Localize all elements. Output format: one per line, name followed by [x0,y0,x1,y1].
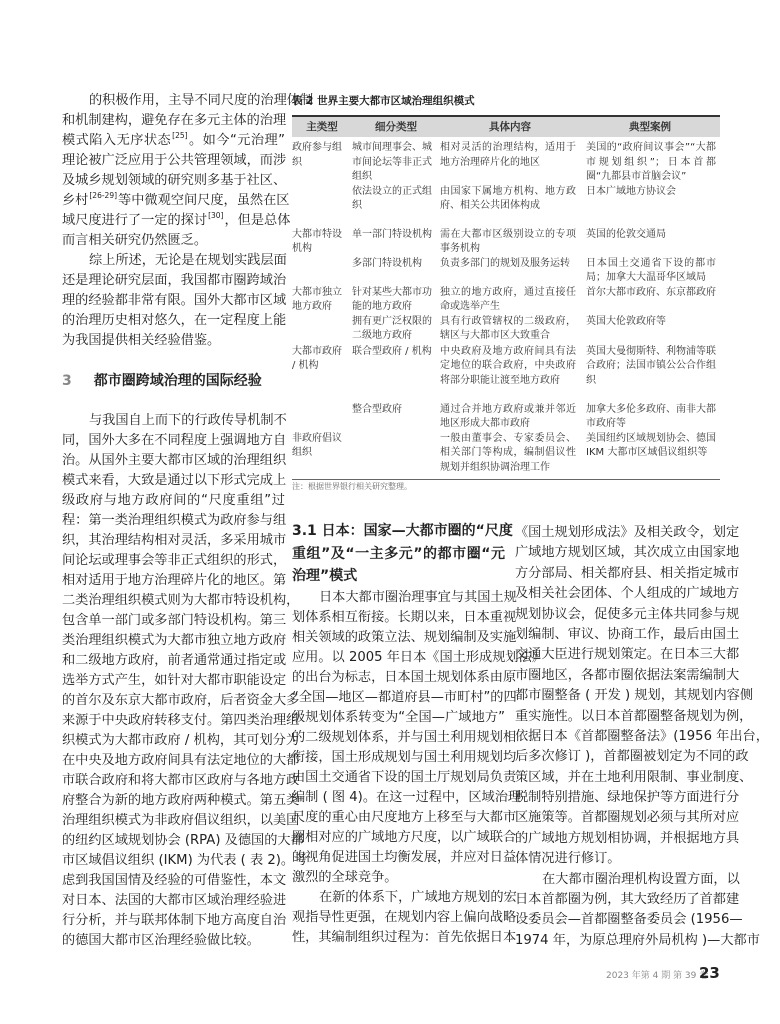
text-line: 治理”模式 [292,568,358,584]
text-line: 府整合为新的地方政府两种模式。第五类 [62,793,300,808]
header-cases: 典型案例 [580,116,720,137]
line-text: 域尺度进行了一定的探讨 [62,213,208,228]
text-line: 应用。以 2005 年日本《国土形成规划法》 [292,649,545,665]
right-text-column [515,523,769,951]
text-line: 的二级规划体系，并与国土利用规划相 [292,729,517,745]
table-header-row [292,116,720,137]
cell-main-type: 大都市独立地方政府 [292,286,342,312]
text-line [62,191,290,211]
text-line: 和机制建构，避免存在多元主体的治理 [62,113,287,128]
text-line: 相对适用于地方治理碎片化的地区。第 [62,573,287,588]
citation-ref: [30] [208,211,224,220]
text-line: 理论被广泛应用于公共管理领域，而涉 [62,153,287,168]
table-title: 表 2 世界主要大都市区域治理组织模式 [292,95,475,107]
text-line: 而言相关研究仍然匮乏。 [62,233,208,248]
line-text: 等中微观空间尺度，虽然在区 [118,193,290,208]
text-line: 还是理论研究层面，我国都市圈跨域治 [62,273,287,288]
table-note: 注：根据世界银行相关研究整理。 [292,482,412,491]
text-line: 划体系相互衔接。长期以来，日本重视 [292,609,517,625]
text-line: 的出台为标志，日本国土规划体系由原 [292,669,517,685]
cell-sub-type: 单一部门特设机构 [352,228,432,240]
text-line: 为我国提供相关经验借鉴。 [62,333,221,348]
text-line: 织，其治理结构相对灵活，多采用城市 [62,533,287,548]
text-line: 来源于中央政府转移支付。第四类治理组 [62,713,300,728]
text-line: 3.1 日本：国家—大都市圈的“尺度 [292,523,513,539]
line-text: 乡村 [62,193,89,208]
paragraph [292,588,545,888]
cell-sub-type: 依法设立的正式组织 [352,185,432,211]
text-line [62,371,285,391]
text-line: “全国—地区—都道府县—市町村”的四 [292,689,517,705]
cell-cases: 日本国土交通省下设的都市局；加拿大大温哥华区域局 [586,257,716,283]
citation-ref: [26-29] [89,191,118,200]
text-line: 治。从国外主要大都市区域的治理组织 [62,453,287,468]
section-number: 3 [62,373,72,389]
text-line: 1974 年，为原总理府外局机构 )—大都市 [515,932,760,948]
cell-cases: 美国纽约区域规划协会、德国 IKM 大都市区域倡议组织等 [580,432,720,480]
text-line: 间论坛或理事会等非正式组织的形式， [62,553,287,568]
cell-cases: 加拿大多伦多政府、南非大都市政府等 [586,403,716,429]
left-text-column [62,91,314,951]
paragraph [62,411,308,951]
cell-cases: 英国大伦敦政府等 [586,315,666,327]
table-row [292,137,720,185]
text-line: 观指导性更强，在规划内容上偏向战略 [292,909,517,925]
text-line: 对日本、法国的大都市区域治理经验进 [62,893,287,908]
cell-main-type: 大都市特设机构 [292,228,342,254]
section-heading [62,371,285,391]
text-line: 及相关社会团体、个人组成的广域地方 [515,586,740,602]
text-line: 程：第一类治理组织模式为政府参与组 [62,513,287,528]
text-line: 的治理历史相对悠久，在一定程度上能 [62,313,287,328]
table-row [292,432,720,480]
text-line: 包含单一部门或多部门特设机构。第三 [62,613,287,628]
text-line: 日本大都市圈治理事宜与其国土规 [319,589,517,605]
cell-content: 独立的地方政府，通过直接任命或选举产生 [440,286,576,312]
text-line: 在新的体系下，广域地方规划的宏 [319,889,517,905]
heading-text: 都市圈跨域治理的国际经验 [93,373,262,389]
text-line: 市联合政府和将大都市区政府与各地方政 [62,773,300,788]
text-line: 圈相对应的广域地方尺度，以广域联合 [292,829,517,845]
text-line: 虑到我国国情及经验的可借鉴性，本文 [62,873,287,888]
header-main-type: 主类型 [292,116,352,137]
text-line [62,211,291,231]
cell-cases: 美国的“政府间议事会”“大都市规划组织”；日本首都圈“九都县市首脑会议” [586,142,716,182]
text-line: 区施策等。首都圈规划必须与其所对应 [515,810,740,826]
text-line: 交通大臣进行规划策定。在日本三大都 [515,647,740,663]
citation-ref: [25] [172,131,188,140]
cell-content: 相对灵活的治理结构，适用于地方治理碎片化的地区 [440,142,576,168]
paragraph [515,870,760,952]
cell-content: 一般由董事会、专家委员会、相关部门等构成，编制倡议性规划并组织协调治理工作 [440,432,580,480]
line-text: 。如今“元治理” [188,133,285,148]
cell-content: 中央政府及地方政府间具有法定地位的联合政府，中央政府将部分职能让渡至地方政府 [440,345,576,386]
journal-issue-info: 2023 年第 4 期 第 39 卷 [606,971,709,981]
paragraph [62,251,285,351]
text-line [62,131,285,151]
header-content: 具体内容 [440,116,580,137]
line-text: ，但是总体 [224,213,291,228]
text-line: 行分析，并与联邦体制下地方高度自治 [62,913,287,928]
text-line: 治理组织模式为非政府倡议组织，以美国 [62,813,300,828]
text-line: 理的经验都非常有限。国外大都市区域 [62,293,287,308]
text-line: 相关领域的政策立法、规划编制及实施 [292,629,517,645]
page-number: 23 [699,964,720,982]
table-row [292,403,720,432]
paragraph [515,523,769,870]
text-line: 的首尔及东京大都市政府，后者资金大多 [62,693,300,708]
text-line: 策区域，并在土地利用限制、事业制度、 [515,769,753,785]
text-line: 与我国自上而下的行政传导机制不 [89,413,287,428]
middle-text-column [292,520,545,948]
text-line: 税制特别措施、绿地保护等方面进行分 [515,790,740,806]
text-line: 二类治理组织模式则为大都市特设机构， [62,593,300,608]
text-line: 的视角促进国土均衡发展，并应对日益 [292,849,517,865]
subsection-heading [292,520,513,588]
text-line: 由国土交通省下设的国土厅规划局负责 [292,769,517,785]
text-line: 综上所述，无论是在规划实践层面 [89,253,287,268]
text-line: 模式来看，大致是通过以下形式完成上 [62,473,287,488]
text-line: 的纽约区域规划协会 (RPA) 及德国的大都 [62,833,304,848]
text-line: 日本首都圈为例，其大致经历了首都建 [515,892,740,908]
table-row [292,185,720,228]
text-line: 的积极作用，主导不同尺度的治理体制 [89,93,314,108]
text-line: 市区域倡议组织 (IKM) 为代表 ( 表 2)。考 [62,853,308,868]
text-line: 和二级地方政府，前者通常通过指定或 [62,653,287,668]
cell-cases: 日本广域地方协议会 [586,185,676,197]
text-line: 规划协议会，促使多元主体共同参与规 [515,606,740,622]
cell-cases: 英国大曼彻斯特、利物浦等联合政府；法国市镇公公合作组织 [586,345,716,386]
text-line: 及城乡规划领域的研究则多基于社区、 [62,173,287,188]
text-line: 级规划体系转变为“全国—广域地方” [292,709,505,725]
header-sub-type: 细分类型 [352,116,440,137]
cell-main-type: 大都市政府 / 机构 [292,345,342,371]
text-line: 在大都市圈治理机构设置方面，以 [542,871,740,887]
cell-content: 由国家下属地方机构、地方政府、相关公共团体构成 [440,185,576,211]
text-line: 依据日本《首都圈整备法》(1956 年出台， [515,728,769,744]
text-line: 级政府与地方政府间的“尺度重组”过 [62,493,285,508]
paragraph [62,91,314,251]
text-line: 方分部局、相关都府县、相关指定城市 [515,565,740,581]
text-line: 广域地方规划区域，其次成立由国家地 [515,545,740,561]
text-line: 激烈的全球竞争。 [292,869,398,885]
text-line: 的广域地方规划相协调，并根据地方具 [515,830,740,846]
line-text: 模式陷入无序状态 [62,133,172,148]
text-line: 重组”及“一主多元”的都市圈“元 [292,545,505,562]
text-line: 重实施性。以日本首都圈整备规划为例， [515,708,753,724]
text-line: 衔接，国土形成规划与国土利用规划均 [292,749,517,765]
text-line: 市圈地区，各都市圈依据法案需编制大 [515,667,740,683]
cell-content: 通过合并地方政府或兼并邻近地区形成大都市政府 [440,403,576,429]
cell-sub-type: 联合型政府 / 机构 [352,345,432,357]
cell-main-type: 非政府倡议组织 [292,432,352,480]
cell-sub-type: 城市间理事会、城市间论坛等非正式组织 [352,142,432,182]
cell-sub-type: 拥有更广泛权限的二级地方政府 [352,315,432,341]
text-line: 划编制、审议、协商工作，最后由国土 [515,626,740,642]
text-line: 体情况进行修订。 [515,851,621,867]
cell-sub-type: 整合型政府 [352,403,402,415]
text-line: 编制 ( 图 4)。在这一过程中，区域治理 [292,789,522,805]
paragraph [292,888,517,948]
cell-cases: 英国的伦敦交通局 [586,228,666,240]
text-line: 选举方式产生，如针对大都市职能设定 [62,673,287,688]
text-line: 设委员会—首都圈整备委员会 (1956— [515,912,743,928]
cell-sub-type: 针对某些大都市功能的地方政府 [352,286,432,312]
table-row [292,345,720,403]
text-line: 后多次修订 )，首都圈被划定为不同的政 [515,749,749,765]
text-line: 同，国外大多在不同程度上强调地方自 [62,433,287,448]
governance-models-table [292,115,720,480]
text-line: 类治理组织模式为大都市独立地方政府 [62,633,287,648]
text-line: 的德国大都市区治理经验做比较。 [62,933,260,948]
cell-main-type: 政府参与组织 [292,142,342,168]
text-line: 织模式为大都市政府 / 机构，其可划分为 [62,733,300,748]
text-line: 性，其编制组织过程为：首先依据日本 [292,929,517,945]
text-line: 在中央及地方政府间具有法定地位的大都 [62,753,300,768]
cell-content: 具有行政管辖权的二级政府，辖区与大都市区大致重合 [440,315,576,341]
table-row [292,257,720,286]
cell-content: 需在大都市区级别设立的专项事务机构 [440,228,576,254]
cell-sub-type [352,432,440,480]
table-row [292,315,720,345]
cell-cases: 首尔大都市政府、东京都政府 [586,286,716,298]
table-row [292,286,720,315]
cell-content: 负责多部门的规划及服务运转 [440,257,570,269]
text-line: 尺度的重心由尺度地方上移至与大都市 [292,809,517,825]
cell-sub-type: 多部门特设机构 [352,257,422,269]
table-row [292,228,720,257]
text-line: 《国土规划形成法》及相关政令，划定 [515,525,740,540]
text-line: 都市圈整备 ( 开发 ) 规划，其规划内容侧 [515,688,754,704]
